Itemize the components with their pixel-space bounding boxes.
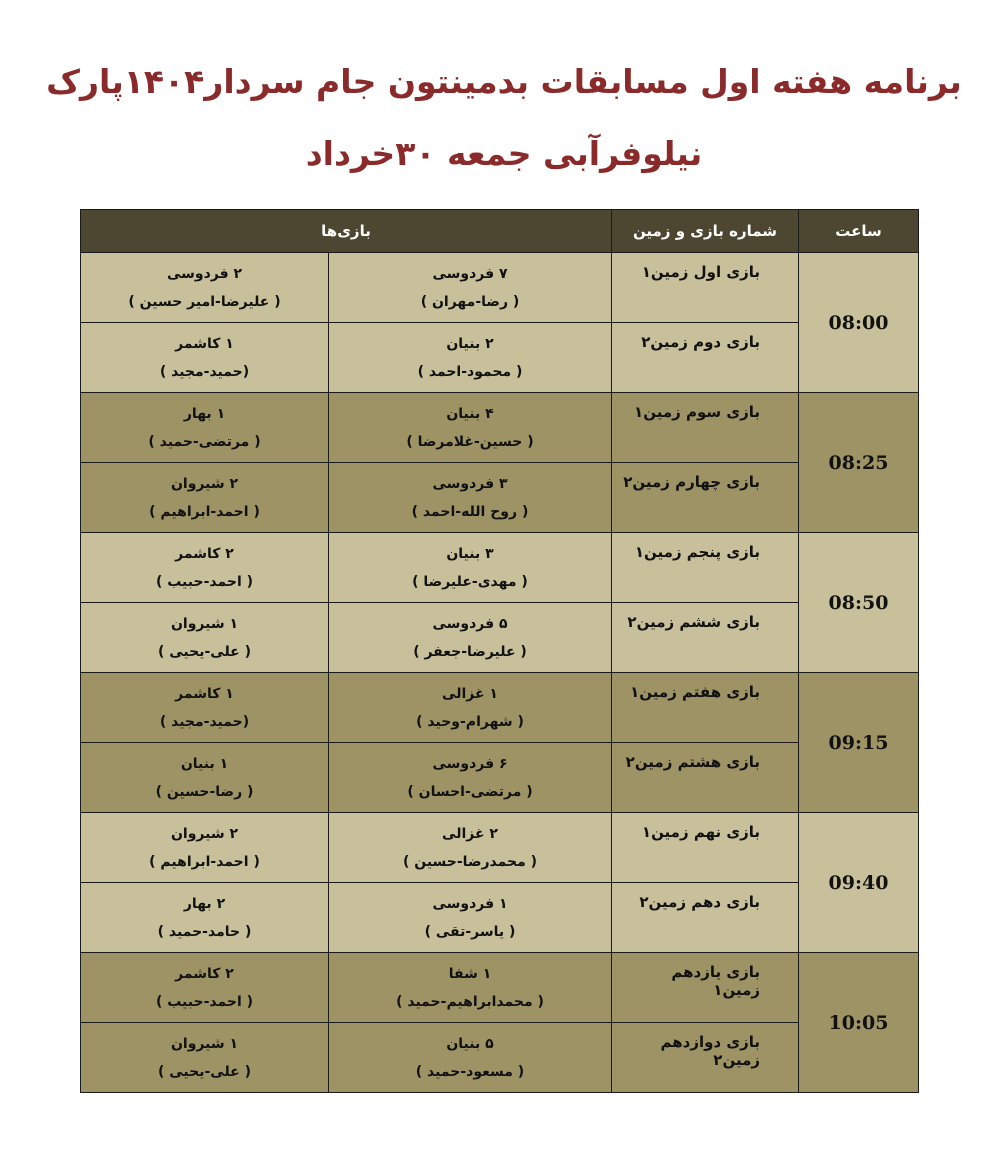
player-names: ( مرتضی-حمید ) [148,433,261,450]
time-cell: 08:25 [799,393,919,533]
player-names: ( محمدرضا-حسین ) [402,853,538,870]
team-name: ۵ فردوسی [432,615,508,632]
match-cell [329,953,612,1023]
match-cell [81,1023,329,1093]
team-name: ۷ فردوسی [432,265,508,282]
match-cell [81,253,329,323]
team-name: ۲ فردوسی [166,265,243,282]
player-names: (حمید-مجید ) [159,713,250,730]
player-names: ( رضا-مهران ) [420,293,520,310]
header-matches: بازی‌ها [81,210,612,253]
team-name: ۲ شیروان [170,825,239,842]
player-names: (حمید-مجید ) [159,363,250,380]
player-names: ( احمد-ابراهیم ) [149,503,260,520]
match-cell [81,883,329,953]
game-label-cell: بازی دوم زمین۲ [612,323,799,393]
match-cell [329,463,612,533]
match-cell [81,953,329,1023]
game-label-cell: بازی پنجم زمین۱ [612,533,799,603]
schedule-table [80,209,919,1093]
time-cell: 08:50 [799,533,919,673]
player-names: ( مسعود-حمید ) [415,1063,525,1080]
game-label-cell: بازی دوازدهم زمین۲ [612,1023,799,1093]
team-name: ۳ بنیان [446,545,494,562]
table-row [81,1023,919,1093]
match-cell [329,813,612,883]
game-label-cell: بازی اول زمین۱ [612,253,799,323]
player-names: ( علیرضا-امیر حسین ) [128,293,281,310]
player-names: ( حامد-حمید ) [157,923,252,940]
player-names: ( مهدی-علیرضا ) [412,573,528,590]
match-cell [329,603,612,673]
table-row [81,813,919,883]
team-name: ۳ فردوسی [432,475,508,492]
match-cell [81,603,329,673]
player-names: ( علیرضا-جعفر ) [413,643,527,660]
page-title-line2: نیلوفرآبی جمعه ۳۰خرداد [305,134,703,173]
time-cell: 09:40 [799,813,919,953]
table-row [81,393,919,463]
team-name: ۱ فردوسی [432,895,508,912]
player-names: ( احمد-حبیب ) [155,993,254,1010]
game-label-cell: بازی هفتم زمین۱ [612,673,799,743]
player-names: ( محمود-احمد ) [417,363,523,380]
page-title-line1: برنامه هفته اول مسابقات بدمینتون جام سردار۱۴۰۴پارک [46,62,962,101]
team-name: ۲ کاشمر [175,965,234,982]
team-name: ۱ کاشمر [175,335,234,352]
team-name: ۱ شفا [448,965,492,982]
match-cell [81,743,329,813]
player-names: ( شهرام-وحید ) [416,713,524,730]
player-names: ( احمد-ابراهیم ) [149,853,260,870]
match-cell [329,393,612,463]
team-name: ۵ بنیان [446,1035,494,1052]
table-row [81,883,919,953]
team-name: ۲ بنیان [446,335,494,352]
table-row [81,743,919,813]
team-name: ۶ فردوسی [432,755,508,772]
player-names: ( روح الله-احمد ) [411,503,529,520]
match-cell [329,743,612,813]
team-name: ۲ شیروان [170,475,239,492]
team-name: ۲ کاشمر [175,545,234,562]
table-row [81,603,919,673]
table-row [81,533,919,603]
game-label-cell: بازی دهم زمین۲ [612,883,799,953]
game-label-cell: بازی سوم زمین۱ [612,393,799,463]
table-row [81,463,919,533]
match-cell [81,323,329,393]
match-cell [81,393,329,463]
time-cell: 08:00 [799,253,919,393]
game-label-cell: بازی هشتم زمین۲ [612,743,799,813]
match-cell [81,673,329,743]
team-name: ۱ کاشمر [175,685,234,702]
match-cell [81,813,329,883]
player-names: ( مرتضی-احسان ) [407,783,533,800]
team-name: ۲ بهار [183,895,226,912]
time-cell: 09:15 [799,673,919,813]
team-name: ۴ بنیان [446,405,494,422]
player-names: ( علی-یحیی ) [157,643,252,660]
header-time: ساعت [799,210,919,253]
team-name: ۱ بنیان [180,755,229,772]
game-label-cell: بازی چهارم زمین۲ [612,463,799,533]
table-row [81,323,919,393]
header-row [81,210,919,253]
player-names: ( احمد-حبیب ) [155,573,254,590]
match-cell [329,1023,612,1093]
team-name: ۱ شیروان [170,615,239,632]
team-name: ۱ غزالی [442,685,498,702]
match-cell [329,253,612,323]
match-cell [329,673,612,743]
team-name: ۲ غزالی [442,825,498,842]
player-names: ( رضا-حسین ) [155,783,254,800]
player-names: ( حسین-غلامرضا ) [406,433,534,450]
game-label-cell: بازی ششم زمین۲ [612,603,799,673]
match-cell [329,533,612,603]
table-row [81,953,919,1023]
team-name: ۱ شیروان [170,1035,239,1052]
table-row [81,253,919,323]
match-cell [81,533,329,603]
match-cell [81,463,329,533]
match-cell [329,323,612,393]
header-game: شماره بازی و زمین [612,210,799,253]
player-names: ( علی-یحیی ) [157,1063,252,1080]
player-names: ( یاسر-تقی ) [424,923,516,940]
schedule-body [81,253,919,1093]
table-row [81,673,919,743]
team-name: ۱ بهار [183,405,226,422]
time-cell: 10:05 [799,953,919,1093]
game-label-cell: بازی نهم زمین۱ [612,813,799,883]
game-label-cell: بازی یازدهم زمین۱ [612,953,799,1023]
player-names: ( محمدابراهیم-حمید ) [396,993,544,1010]
match-cell [329,883,612,953]
